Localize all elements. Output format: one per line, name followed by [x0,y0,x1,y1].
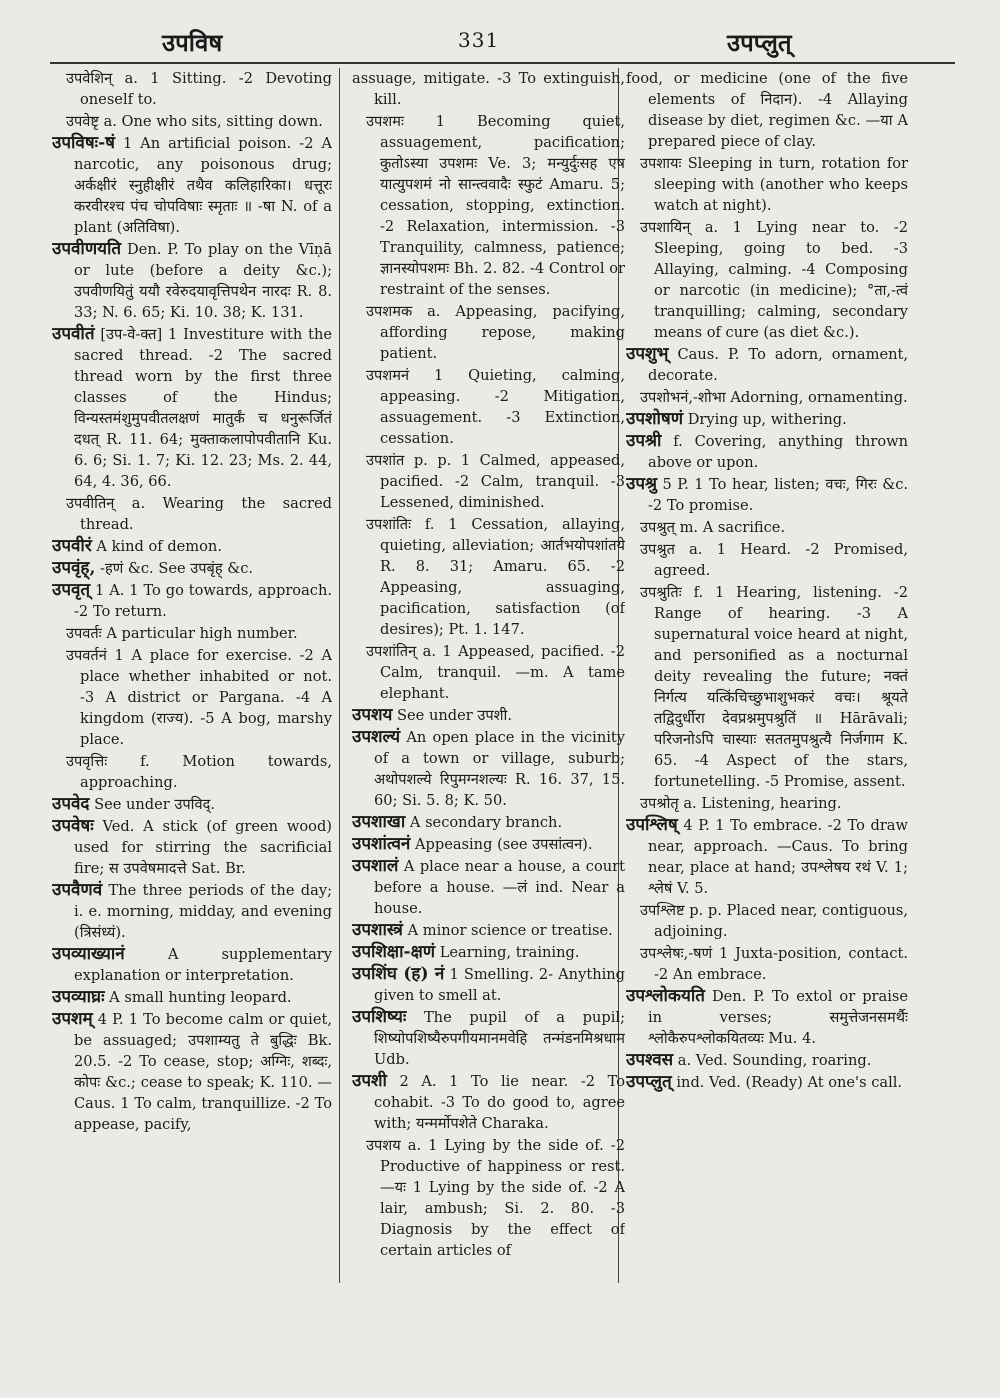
entry-definition: The three periods of the day; i. e. morning, midday, and evening (त्रिसंध्यं). [74,882,332,941]
entry-definition: a. 1 Sitting. -2 Devoting oneself to. [80,70,332,108]
dictionary-entry [366,514,625,640]
dictionary-entry [352,812,625,833]
dictionary-entry [52,133,332,238]
entry-headword: उपश्लोकयति [626,986,705,1006]
entry-headword: उपशांतिन् [366,643,417,660]
dictionary-entry [626,986,908,1049]
entry-definition: 1 Juxta-position, contact. -2 An embrace. [654,945,908,983]
entry-headword: उपशायिन् [640,219,691,236]
entry-definition: Sleeping in turn, rotation for sleeping with (another who keeps watch at night). [654,155,908,214]
dictionary-entry [66,493,332,535]
entry-headword: उपवृंह्, [52,558,96,578]
entry-definition: a. One who sits, sitting down. [103,113,323,130]
entry-definition: 2 A. 1 To lie near. -2 To cohabit. -3 To do good to, agree with; यन्मर्मोपशेते Charaka. [374,1073,625,1132]
entry-headword: उपशोषणं [626,409,684,429]
entry-definition: f. Motion towards, approaching. [80,753,332,791]
dictionary-entry [52,239,332,323]
entry-headword: उपश्रोतृ [640,795,679,812]
entry-headword: उपशम् [52,1009,93,1029]
entry-headword: उपशालं [352,856,399,876]
entry-definition: m. A sacrifice. [679,519,786,536]
entry-definition: food, or medicine (one of the five elements of निदान). -4 Allaying disease by diet, regimen &c. —या A prepared piece of clay. [626,70,908,150]
entry-definition: f. 1 Hearing, listening. -2 Range of hearing. -3 A supernatural voice heard at night, and personified as a nocturnal deity revealing the future; नक्तं निर्गत्य यत्किंचिच्छुभाशुभकरं वचः। श्रूयते तद्विदुर्धीरा देवप्रश्नमुपश्रुतिं ॥ Hārāvali; परिजनोऽपि चास्याः सततमुपश्रुत्यै निर्जगाम K. 65. -4 Aspect of the stars, fortunetelling. -5 Promise, assent. [654,584,908,790]
entry-headword: उपशमक [366,303,413,320]
dictionary-entry [352,834,625,855]
entry-headword: उपशिंघ (ह) नं [352,964,445,984]
entry-headword: उपशमः [366,113,404,130]
entry-definition: See under उपविद्. [94,796,215,813]
dictionary-entry [640,943,908,985]
column-3 [626,68,908,1283]
entry-headword: उपशास्त्रं [352,920,403,940]
dictionary-entry [52,580,332,622]
entry-headword: उपश्रुतिः [640,584,682,601]
entry-definition: a. Listening, hearing. [683,795,842,812]
entry-headword: उपवृत्तिः [66,753,108,770]
dictionary-entry [640,582,908,792]
dictionary-entry [352,942,625,963]
entry-definition: A kind of demon. [96,538,222,555]
entry-definition: ind. Ved. (Ready) At one's call. [676,1074,903,1091]
entry-definition: A small hunting leopard. [109,989,292,1006]
entry-definition: 1 Becoming quiet, assuagement, pacification; कुतोऽस्या उपशमः Ve. 3; मन्युर्दुःसह एष यात्युपशमं नो सान्त्ववादैः स्फुटं Amaru. 5; cessation, stopping, extinction. -2 Relaxation, intermission. -3 Tranquility, calmness, patience; ज्ञानस्योपशमः Bh. 2. 82. -4 Control or restraint of the senses. [380,113,625,298]
dictionary-entry [366,365,625,449]
entry-definition: f. 1 Cessation, allaying, quieting, alleviation; आर्तभयोपशांतये R. 8. 31; Amaru. 65. -2 Appeasing, assuaging, pacification, satisfaction (of desires); Pt. 1. 147. [380,516,625,638]
column-1 [52,68,332,1283]
dictionary-entry [52,944,332,986]
entry-headword: उपवेद [52,794,90,814]
entry-definition: An open place in the vicinity of a town or village, suburb; अथोपशल्ये रिपुमग्नशल्यः R. 16. 37, 15. 60; Si. 5. 8; K. 50. [374,729,625,809]
page-header [0,22,1000,62]
dictionary-entry [352,920,625,941]
dictionary-entry [626,1050,908,1071]
entry-headword: उपश्लिष्ट [640,902,685,919]
entry-headword: उपवैणवं [52,880,103,900]
entry-definition: 4 P. 1 To become calm or quiet, be assuaged; उपशाम्यतु ते बुद्धिः Bk. 20.5. -2 To cease, stop; अग्निः, शब्दः, कोपः &c.; cease to speak; K. 110. —Caus. 1 To calm, tranquillize. -2 To appease, pacify, [74,1011,332,1133]
dictionary-entry [52,558,332,579]
entry-headword: उपशय [366,1137,401,1154]
dictionary-entry [640,517,908,538]
entry-definition: A place near a house, a court before a house. —लं ind. Near a house. [374,858,625,917]
entry-definition: 1 Smelling. 2- Anything given to smell at. [374,966,625,1004]
entry-definition: a. Wearing the sacred thread. [80,495,332,533]
entry-definition: Ved. A stick (of green wood) used for stirring the sacrificial fire; स उपवेषमादत्ते Sat. Br. [74,818,332,877]
entry-headword: उपप्लुत् [626,1072,672,1092]
dictionary-entry [52,324,332,492]
entry-headword: उपश्वस [626,1050,674,1070]
dictionary-entry [66,111,332,132]
dictionary-entry [352,68,625,110]
column-2 [352,68,625,1283]
entry-definition: 4 P. 1 To embrace. -2 To draw near, approach. —Caus. To bring near, place at hand; उपश्लेषय रथं V. 1; श्लेषं V. 5. [648,817,908,897]
entry-definition: p. p. Placed near, contiguous, adjoining. [654,902,908,940]
dictionary-entry [352,705,625,726]
entry-definition: A minor science or treatise. [407,922,613,939]
dictionary-entry [626,344,908,386]
dictionary-entry [66,751,332,793]
dictionary-entry [352,1007,625,1070]
dictionary-entry [52,794,332,815]
entry-headword: उपवेषः [52,816,94,836]
dictionary-entry [52,987,332,1008]
entry-headword: उपशाखा [352,812,406,832]
dictionary-entry [66,623,332,644]
entry-definition: 5 P. 1 To hear, listen; वचः, गिरः &c. -2 To promise. [648,476,908,514]
entry-definition: assuage, mitigate. -3 To extinguish, kill. [352,70,625,108]
entry-definition: f. Covering, anything thrown above or upon. [648,433,908,471]
dictionary-entry [640,900,908,942]
dictionary-entry [640,539,908,581]
entry-headword: उपशुभ् [626,344,669,364]
entry-headword: उपवीरं [52,536,92,556]
entry-headword: उपशमनं [366,367,410,384]
dictionary-entry [66,68,332,110]
dictionary-entry [352,1071,625,1134]
entry-definition: a. Ved. Sounding, roaring. [677,1052,872,1069]
entry-definition: p. p. 1 Calmed, appeased, pacified. -2 Calm, tranquil. -3 Lessened, diminished. [380,452,625,511]
dictionary-entry [640,217,908,343]
entry-headword: उपशांत [366,452,405,469]
entry-headword: उपवेष्टृ [66,113,99,130]
entry-headword: उपशी [352,1071,387,1091]
page-number: 331 [458,28,500,52]
entry-definition: A secondary branch. [409,814,563,831]
entry-headword: उपश्रु [626,474,658,494]
dictionary-entry [366,641,625,704]
entry-headword: उपशिक्षा-क्षणं [352,942,436,962]
entry-headword: उपविषः-षं [52,133,115,153]
entry-headword: उपशोभनं,-शोभा [640,389,726,406]
dictionary-entry [52,1009,332,1135]
entry-definition: a. Appeasing, pacifying, affording repose, making patient. [380,303,625,362]
entry-definition: 1 A place for exercise. -2 A place whether inhabited or not. -3 A district or Pargana. -4 A kingdom (राज्य). -5 A bog, marshy place. [80,647,332,748]
entry-definition: [उप-वे-क्त] 1 Investiture with the sacred thread. -2 The sacred thread worn by the first three classes of the Hindus; विन्यस्तमंशुमुपवीतलक्षणं मातुर्कं च धनुरूर्जितं दधत् R. 11. 64; मुक्ताकलापोपवीतानि Ku. 6. 6; Si. 1. 7; Ki. 12. 23; Ms. 2. 44, 64, 4. 36, 66. [74,326,332,490]
dictionary-entry [626,431,908,473]
dictionary-entry [626,815,908,899]
dictionary-entry [352,964,625,1006]
dictionary-entry [52,880,332,943]
dictionary-entry [640,153,908,216]
entry-definition: Appeasing (see उपसांत्वन). [414,836,593,853]
dictionary-entry [352,727,625,811]
entry-headword: उपश्लेषः,-षणं [640,945,713,962]
dictionary-entry [366,1135,625,1261]
entry-definition: Den. P. To play on the Vīṇā or lute (before a deity &c.); उपवीणयितुं ययौ रवेरुदयावृत्तिपथेन नारदः R. 8. 33; N. 6. 65; Ki. 10. 38; K. 131. [74,241,332,321]
dictionary-entry [52,816,332,879]
column-divider-1 [339,68,340,1283]
dictionary-entry [366,450,625,513]
dictionary-entry [640,387,908,408]
entry-definition: 1 A. 1 To go towards, approach. -2 To return. [74,582,332,620]
entry-definition: -हणं &c. See उपबृंह् &c. [100,560,254,577]
entry-headword: उपवृत् [52,580,91,600]
entry-definition: 1 Quieting, calming, appeasing. -2 Mitigation, assuagement. -3 Extinction, cessation. [380,367,625,447]
entry-definition: a. 1 Lying by the side of. -2 Productive of happiness or rest. —यः 1 Lying by the side of. -2 A lair, ambush; Si. 2. 80. -3 Diagnosis by the effect of certain articles of [380,1137,625,1259]
dictionary-entry [366,111,625,300]
entry-headword: उपव्याघ्रः [52,987,105,1007]
entry-definition: A supplementary explanation or interpretation. [74,946,332,984]
dictionary-entry [66,645,332,750]
entry-definition: A particular high number. [106,625,298,642]
entry-definition: 1 An artificial poison. -2 A narcotic, any poisonous drug; अर्कक्षीरं स्नुहीक्षीरं तथैव कलिहारिका। धत्तूरः करवीरश्च पंच चोपविषाः स्मृताः ॥ -षा N. of a plant (अतिविषा). [74,135,332,236]
entry-definition: a. 1 Appeased, pacified. -2 Calm, tranquil. —m. A tame elephant. [380,643,625,702]
entry-headword: उपश्री [626,431,662,451]
entry-headword: उपशय [352,705,393,725]
entry-headword: उपवीणयति [52,239,122,259]
dictionary-entry [626,68,908,152]
header-right-guideword: उपप्लुत् [727,28,792,57]
dictionary-entry [352,856,625,919]
entry-headword: उपशल्यं [352,727,401,747]
entry-headword: उपशायः [640,155,682,172]
entry-headword: उपवीतिन् [66,495,115,512]
header-left-guideword: उपविष [162,28,223,57]
entry-headword: उपवर्तः [66,625,102,642]
entry-definition: Den. P. To extol or praise in verses; समुत्तेजनसमर्थैः श्लोकैरुपश्लोकयितव्यः Mu. 4. [648,988,908,1047]
entry-headword: उपवर्तनं [66,647,107,664]
entry-headword: उपशांतिः [366,516,412,533]
header-rule [50,62,955,64]
entry-definition: Drying up, withering. [687,411,847,428]
entry-headword: उपवेशिन् [66,70,113,87]
entry-definition: Caus. P. To adorn, ornament, decorate. [648,346,908,384]
entry-headword: उपश्रुत् [640,519,675,536]
dictionary-entry [626,409,908,430]
entry-definition: a. 1 Lying near to. -2 Sleeping, going to bed. -3 Allaying, calming. -4 Composing or narcotic (in medicine); °ता,-त्वं tranquilling; calming, secondary means of cure (as diet &c.). [654,219,908,341]
entry-definition: a. 1 Heard. -2 Promised, agreed. [654,541,908,579]
entry-headword: उपवीतं [52,324,95,344]
entry-definition: Adorning, ornamenting. [730,389,908,406]
dictionary-entry [626,474,908,516]
entry-definition: See under उपशी. [397,707,512,724]
entry-headword: उपश्रुत [640,541,675,558]
dictionary-entry [626,1072,908,1093]
dictionary-entry [52,536,332,557]
dictionary-entry [640,793,908,814]
entry-headword: उपशांत्वनं [352,834,411,854]
entry-headword: उपशिष्यः [352,1007,407,1027]
entry-definition: The pupil of a pupil; शिष्योपशिष्यैरुपगीयमानमवेहि तन्मंडनमिश्रधाम Udb. [374,1009,625,1068]
entry-headword: उपश्लिष् [626,815,678,835]
entry-definition: Learning, training. [439,944,580,961]
dictionary-entry [366,301,625,364]
entry-headword: उपव्याख्यानं [52,944,125,964]
